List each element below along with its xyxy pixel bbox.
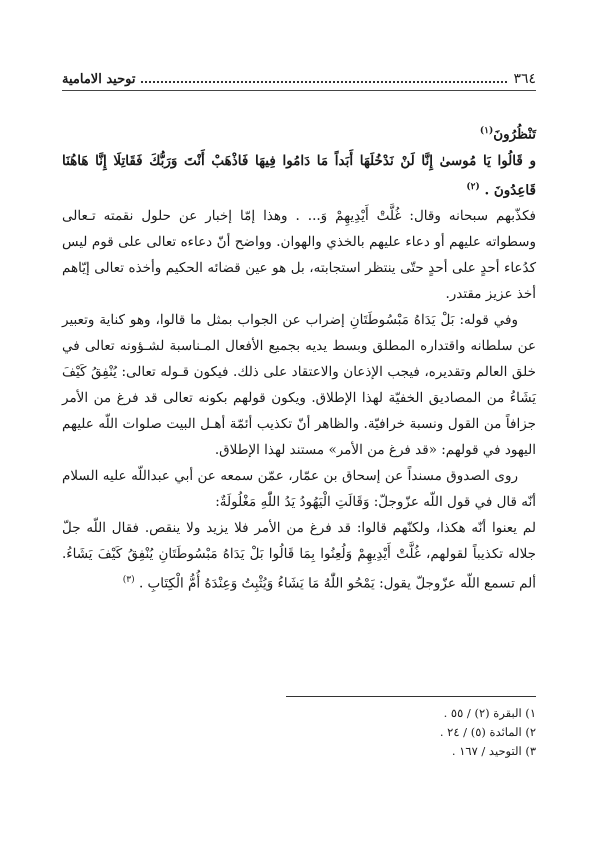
footnote-rule	[286, 696, 536, 697]
verse-text: تَنْظُرُونَ	[493, 126, 536, 143]
footnote-item: ٣) التوحيد / ١٦٧ .	[451, 744, 536, 758]
footnote-item: ٢) المائدة (٥) / ٢٤ .	[439, 725, 536, 739]
paragraph-1: فكذّبهم سبحانه وقال: غُلَّتْ أَيْدِيهِمْ وَ... . وهذا إمّا إخبار عن حلول نقمته تـعالى وسطواته عليهم أو دعاء عليهم بالخذي والهوان. وواضح أنّ دعاءه تعالى على قوم ليس كدُعاء أحدٍ على أحدٍ حتّى ينتظر استجابته، بل هو عين قضائه الحكيم وأخذه تعالى إيّاهم أخذ عزيز مقتدر.	[62, 208, 536, 302]
footnote-ref: (٢)	[466, 181, 480, 192]
footnote-item: ١) البقرة (٢) / ٥٥ .	[443, 706, 536, 720]
verse-line-2	[62, 148, 536, 204]
verse-text: و قَالُوا يَا مُوسىٰ إِنَّا لَنْ نَدْخُلَهَا أَبَداً مَا دَامُوا فِيهَا فَاذْهَبْ أَنْتَ وَرَبُّكَ فَقَاتِلَا إِنَّا هَاهُنَا قَاعِدُونَ .	[62, 152, 536, 198]
footnote-ref: (١)	[479, 126, 494, 136]
verse-line-1	[62, 118, 536, 148]
hadith-quote	[62, 515, 536, 597]
footnotes	[62, 704, 536, 761]
running-header	[62, 69, 536, 87]
main-text	[62, 118, 536, 597]
header-rule	[62, 90, 536, 91]
paragraph-3: روى الصدوق مسنداً عن إسحاق بن عمّار، عمّن سمعه عن أبي عبداللّه عليه السلام أنّه قال في قول اللّه عزّوجلّ: وَقَالَتِ الْيَهُودُ يَدُ اللّٰهِ مَغْلُولَةٌ:	[62, 468, 536, 510]
footnote-ref: (٣)	[122, 575, 135, 585]
paragraph-2: وفي قوله: بَلْ يَدَاهُ مَبْسُوطَتَانِ إضراب عن الجواب بمثل ما قالوا، وهو كناية وتعبير عن سلطانه واقتداره المطلق وبسط يديه بجميع الأفعال المـناسبة لشـؤونه تعالى في خلق العالم وتقديره، فيجب الإذعان والاعتقاد على ذلك. فيكون قـوله تعالى: يُنْفِقُ كَيْفَ يَشَاءُ من المصاديق الخفيّة لهذا الإطلاق. ويكون قولهم بكونه تعالى قد فرغ من الأمر جزافاً من القول ونسبة خرافيّة. والظاهر أنّ تكذيب أئمّة أهـل البيت صلوات اللّه عليهم اليهود في قولهم: «قد فرغ من الأمر» مستند لهذا الإطلاق.	[62, 312, 536, 458]
hadith-text: لم يعنوا أنّه هكذا، ولكنّهم قالوا: قد فرغ من الأمر فلا يزيد ولا ينقص. فقال اللّه جلّ جلاله تكذيباً لقولهم، غُلَّتْ أَيْدِيهِمْ وَلُعِنُوا بِمَا قَالُوا بَلْ يَدَاهُ مَبْسُوطَتَانِ يُنْفِقُ كَيْفَ يَشَاءُ. ألم تسمع اللّه عزّوجلّ يقول: يَمْحُو اللّٰهُ مَا يَشَاءُ وَيُثْبِتُ وَعِنْدَهُ أُمُّ الْكِتَابِ .	[62, 520, 536, 592]
page-number: ٣٦٤	[513, 71, 536, 87]
header-dot-leader	[141, 81, 507, 83]
running-title: توحيد الامامية	[62, 72, 136, 87]
